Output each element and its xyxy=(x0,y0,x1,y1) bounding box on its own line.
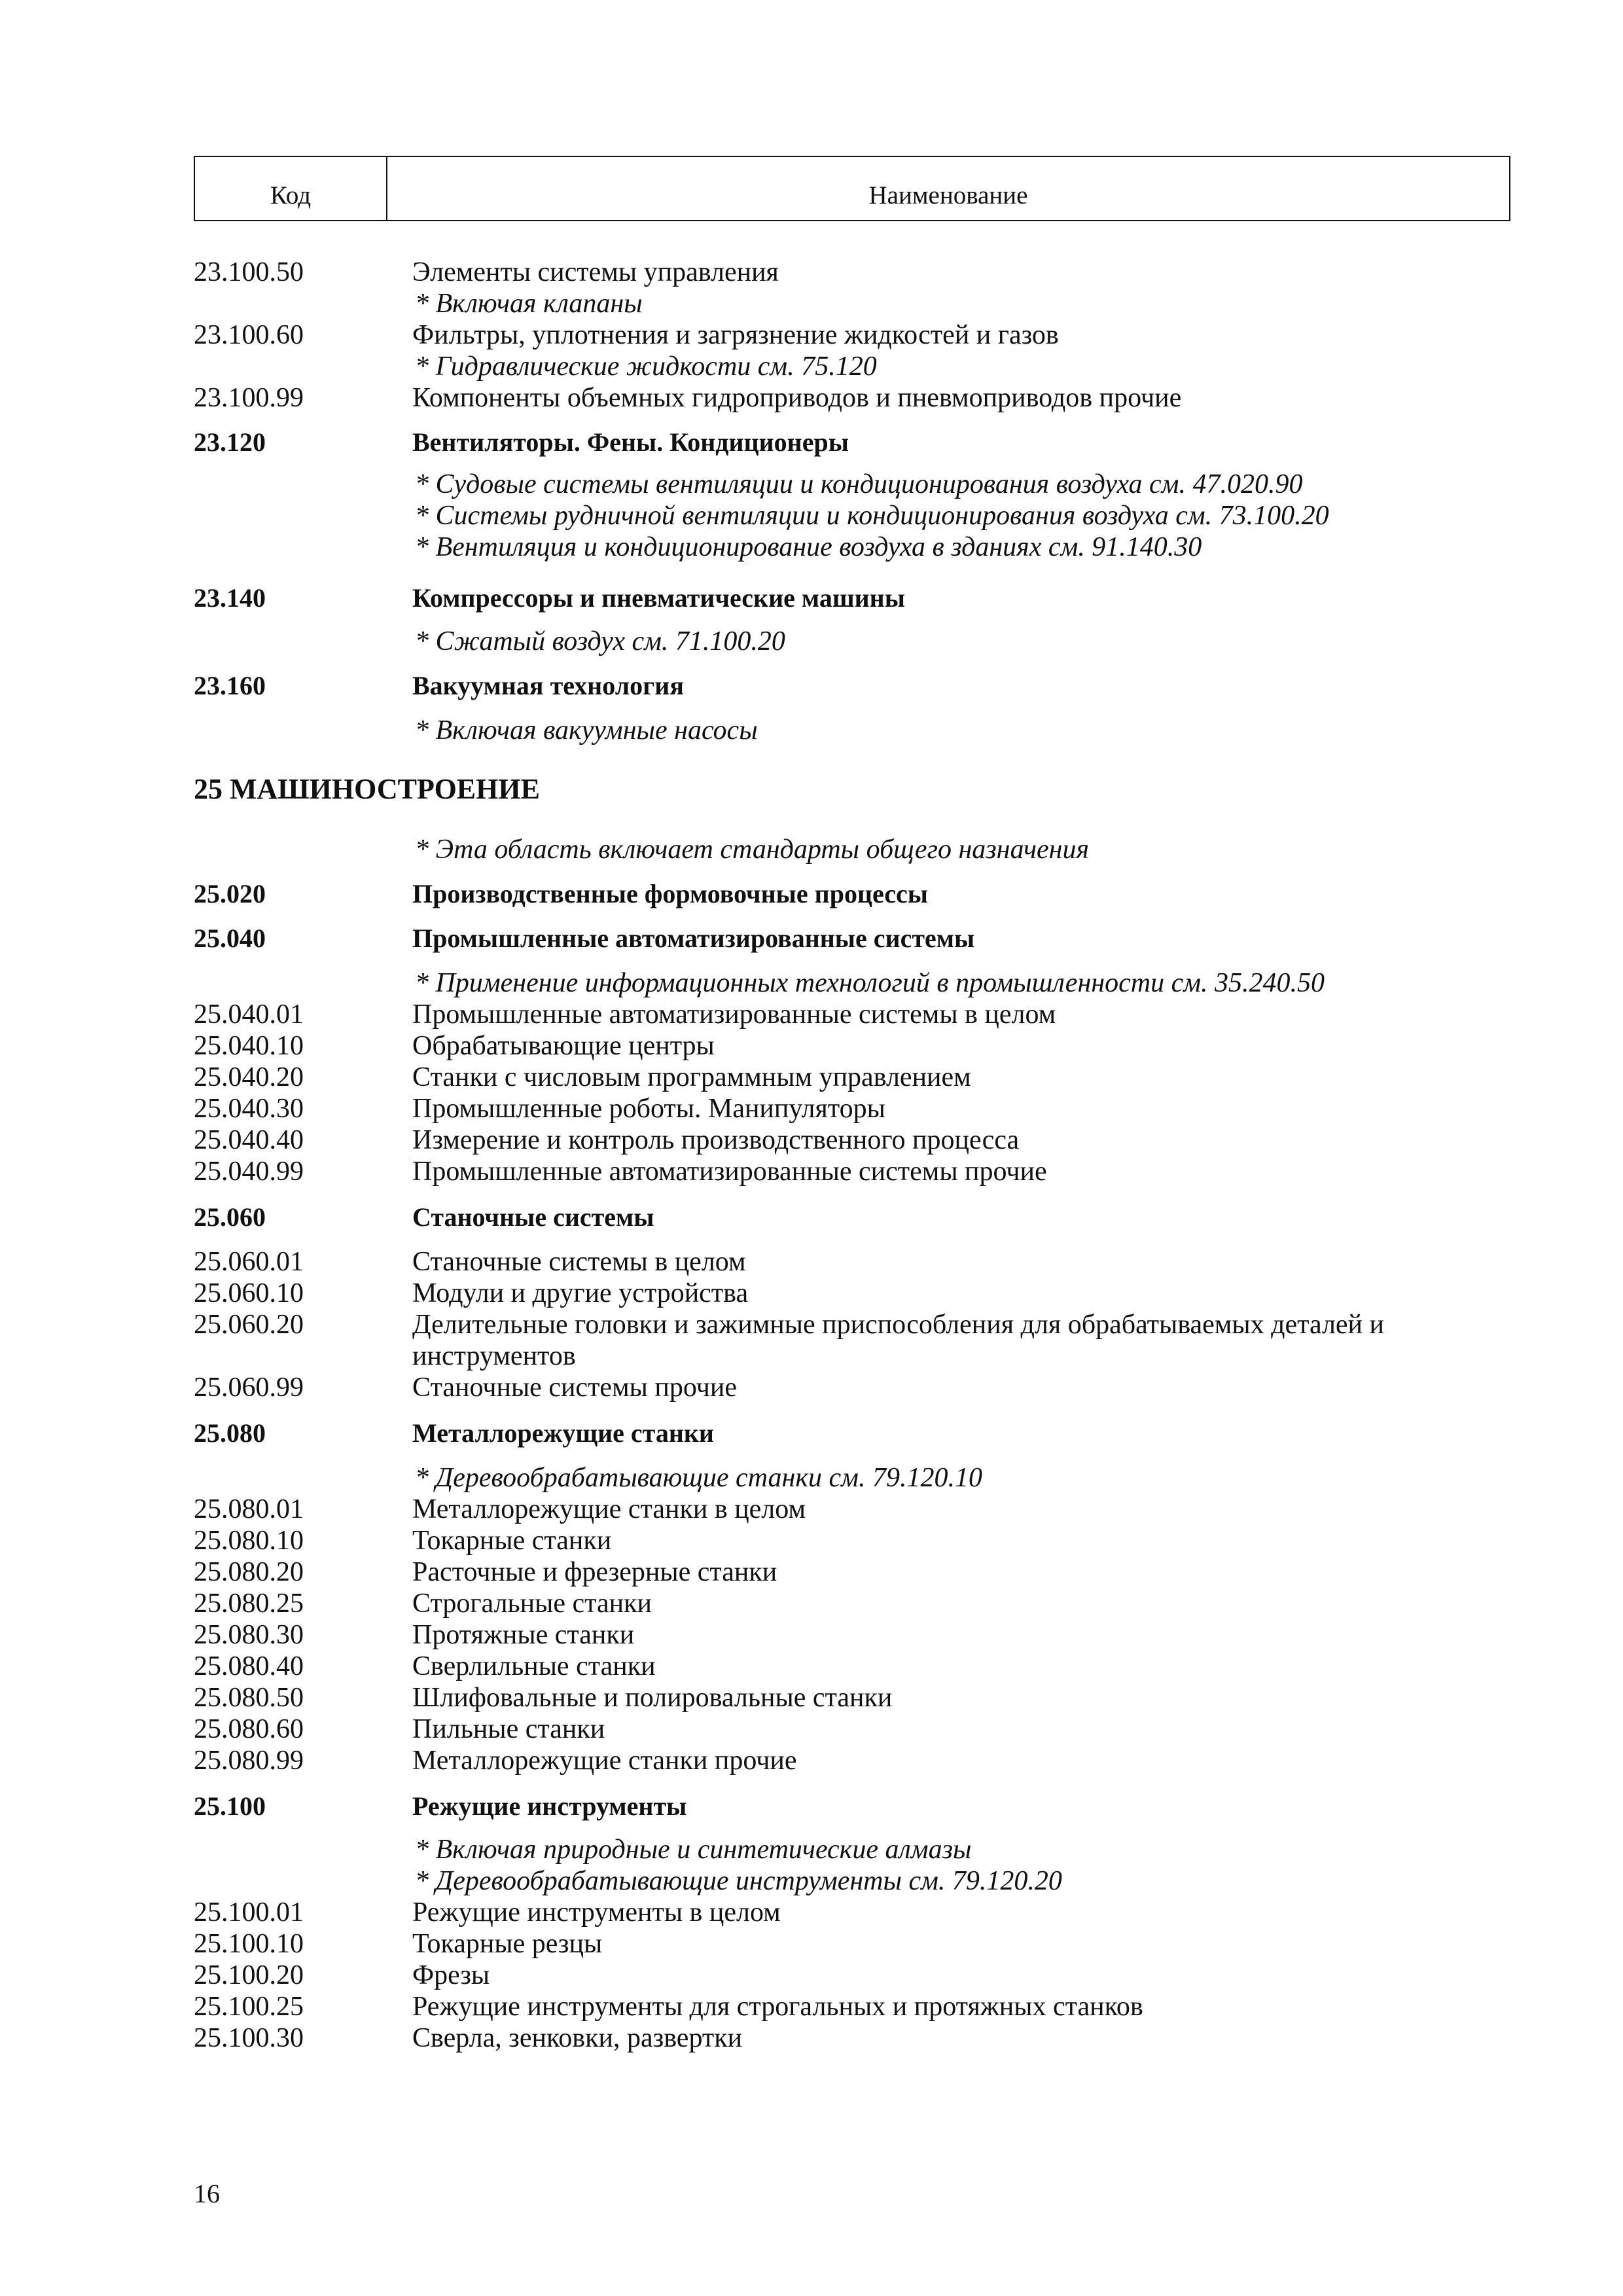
note-text: * Сжатый воздух см. 71.100.20 xyxy=(415,626,785,656)
entry-code: 25.040 xyxy=(194,924,266,953)
entry-name: Токарные резцы xyxy=(412,1929,603,1959)
entry-code: 25.100.10 xyxy=(194,1929,304,1959)
entry-row xyxy=(194,1588,1522,1619)
entry-row xyxy=(194,257,1522,288)
entry-name: Сверлильные станки xyxy=(412,1651,656,1681)
section-heading xyxy=(194,774,1522,805)
entry-name: Элементы системы управления xyxy=(412,257,779,287)
entry-row xyxy=(194,1030,1522,1062)
entry-row xyxy=(194,1156,1522,1187)
entry-name: Промышленные автоматизированные системы xyxy=(412,924,975,953)
entry-row xyxy=(194,1556,1522,1588)
header-code: Код xyxy=(195,157,387,220)
entry-name: Станочные системы прочие xyxy=(412,1372,738,1403)
entry-row xyxy=(194,2022,1522,2054)
entry-name: Обрабатывающие центры xyxy=(412,1031,715,1061)
entry-row xyxy=(194,1619,1522,1651)
note-line xyxy=(194,1865,1522,1897)
entry-name: Промышленные автоматизированные системы прочие xyxy=(412,1157,1047,1187)
note-text: * Судовые системы вентиляции и кондиционирования воздуха см. 47.020.90 xyxy=(415,469,1303,499)
entry-code: 25.060.01 xyxy=(194,1247,304,1277)
group-heading-row xyxy=(194,923,1522,954)
note-text: * Включая вакуумные насосы xyxy=(415,715,758,745)
section-title: 25 МАШИНОСТРОЕНИЕ xyxy=(194,773,540,805)
note-line xyxy=(194,288,1522,319)
entry-code: 25.040.99 xyxy=(194,1157,304,1187)
entry-code: 25.080.60 xyxy=(194,1714,304,1744)
entry-name: Пильные станки xyxy=(412,1714,605,1744)
note-line xyxy=(194,1462,1522,1494)
entry-code: 25.040.30 xyxy=(194,1094,304,1124)
entry-row xyxy=(194,1494,1522,1525)
entry-code: 25.040.01 xyxy=(194,999,304,1030)
entry-code: 25.060 xyxy=(194,1202,266,1232)
entry-code: 25.080.30 xyxy=(194,1620,304,1650)
entry-name: Вакуумная технология xyxy=(412,671,684,700)
entry-code: 23.160 xyxy=(194,671,266,700)
entry-name: Расточные и фрезерные станки xyxy=(412,1557,777,1587)
entry-code: 25.060.10 xyxy=(194,1278,304,1308)
entry-code: 25.100.01 xyxy=(194,1897,304,1928)
entry-row xyxy=(194,1093,1522,1124)
entry-code: 25.040.40 xyxy=(194,1125,304,1155)
entry-code: 23.140 xyxy=(194,583,266,613)
entry-name: Промышленные роботы. Манипуляторы xyxy=(412,1094,885,1124)
entry-code: 25.080.20 xyxy=(194,1557,304,1587)
entry-name: Металлорежущие станки прочие xyxy=(412,1746,797,1776)
entry-name: Металлорежущие станки xyxy=(412,1418,714,1448)
entry-row xyxy=(194,1246,1522,1278)
entry-name: Станки с числовым программным управлением xyxy=(412,1062,971,1092)
entry-row xyxy=(194,1960,1522,1991)
note-line xyxy=(194,626,1522,657)
entry-code: 23.100.99 xyxy=(194,383,304,413)
entry-code: 25.080.10 xyxy=(194,1526,304,1556)
note-line xyxy=(194,351,1522,382)
entry-row xyxy=(194,1340,1522,1372)
entry-row xyxy=(194,1278,1522,1309)
note-line xyxy=(194,1834,1522,1865)
entry-code: 23.120 xyxy=(194,427,266,457)
entry-name: Металлорежущие станки в целом xyxy=(412,1494,806,1524)
entry-code: 25.040.10 xyxy=(194,1031,304,1061)
entry-code: 25.080.40 xyxy=(194,1651,304,1681)
entry-name: Вентиляторы. Фены. Кондиционеры xyxy=(412,427,849,457)
entry-code: 23.100.50 xyxy=(194,257,304,287)
note-text: * Вентиляция и кондиционирование воздуха в зданиях см. 91.140.30 xyxy=(415,532,1202,562)
entry-code: 25.080 xyxy=(194,1418,266,1448)
entry-row xyxy=(194,1525,1522,1556)
group-heading-row xyxy=(194,1418,1522,1449)
entry-name: Производственные формовочные процессы xyxy=(412,879,928,908)
entry-row xyxy=(194,1713,1522,1745)
note-line xyxy=(194,500,1522,531)
entry-name: Шлифовальные и полировальные станки xyxy=(412,1683,893,1713)
entry-row xyxy=(194,1651,1522,1682)
header-name: Наименование xyxy=(868,181,1028,209)
entry-code: 25.060.99 xyxy=(194,1372,304,1403)
entry-name: Станочные системы в целом xyxy=(412,1247,746,1277)
note-text: * Эта область включает стандарты общего назначения xyxy=(415,834,1090,865)
entry-row xyxy=(194,1745,1522,1776)
entry-row xyxy=(194,1928,1522,1960)
note-text: * Деревообрабатывающие станки см. 79.120.10 xyxy=(415,1463,982,1493)
entry-code: 23.100.60 xyxy=(194,320,304,350)
entry-row xyxy=(194,319,1522,351)
note-text: * Включая клапаны xyxy=(415,289,643,319)
note-line xyxy=(194,469,1522,500)
entry-row xyxy=(194,1062,1522,1093)
entry-code: 25.100.20 xyxy=(194,1960,304,1990)
group-heading-row xyxy=(194,583,1522,614)
entry-name: Строгальные станки xyxy=(412,1588,652,1619)
entry-code: 25.100.25 xyxy=(194,1992,304,2022)
entry-name: Измерение и контроль производственного процесса xyxy=(412,1125,1020,1155)
entry-row xyxy=(194,999,1522,1030)
entry-name: Сверла, зенковки, развертки xyxy=(412,2023,743,2053)
entry-row xyxy=(194,1897,1522,1928)
entry-name: Станочные системы xyxy=(412,1202,654,1232)
note-line xyxy=(194,715,1522,746)
group-heading-row xyxy=(194,670,1522,702)
entry-code: 25.080.99 xyxy=(194,1746,304,1776)
entry-name: Режущие инструменты xyxy=(412,1791,687,1821)
entry-name: Промышленные автоматизированные системы в целом xyxy=(412,999,1056,1030)
note-text: * Применение информационных технологий в промышленности см. 35.240.50 xyxy=(415,968,1325,998)
note-text: * Деревообрабатывающие инструменты см. 79.120.20 xyxy=(415,1866,1062,1896)
entry-row xyxy=(194,1309,1522,1340)
entry-row xyxy=(194,1372,1522,1403)
entry-code: 25.040.20 xyxy=(194,1062,304,1092)
group-heading-row xyxy=(194,1791,1522,1822)
entry-name: Компоненты объемных гидроприводов и пневмоприводов прочие xyxy=(412,383,1182,413)
header-table xyxy=(194,156,1510,221)
entry-name: Компрессоры и пневматические машины xyxy=(412,583,905,613)
entry-code: 25.100.30 xyxy=(194,2023,304,2053)
entry-code: 25.060.20 xyxy=(194,1310,304,1340)
group-heading-row xyxy=(194,878,1522,910)
page-number: 16 xyxy=(194,2179,220,2208)
entry-name: Фильтры, уплотнения и загрязнение жидкостей и газов xyxy=(412,320,1059,350)
group-heading-row xyxy=(194,427,1522,458)
entry-code: 25.080.01 xyxy=(194,1494,304,1524)
note-text: * Системы рудничной вентиляции и кондиционирования воздуха см. 73.100.20 xyxy=(415,501,1329,531)
entry-code: 25.080.50 xyxy=(194,1683,304,1713)
note-text: * Включая природные и синтетические алмазы xyxy=(415,1835,972,1865)
note-text: * Гидравлические жидкости см. 75.120 xyxy=(415,351,877,382)
entry-name: Протяжные станки xyxy=(412,1620,635,1650)
entry-name: Режущие инструменты в целом xyxy=(412,1897,781,1928)
entry-row xyxy=(194,382,1522,414)
group-heading-row xyxy=(194,1202,1522,1233)
entry-code: 25.020 xyxy=(194,879,266,908)
entry-row xyxy=(194,1124,1522,1156)
entry-code: 25.100 xyxy=(194,1791,266,1821)
entry-row xyxy=(194,1991,1522,2022)
entry-code: 25.080.25 xyxy=(194,1588,304,1619)
entry-name: инструментов xyxy=(412,1341,576,1371)
entry-row xyxy=(194,1682,1522,1713)
note-line xyxy=(194,967,1522,999)
entry-name: Модули и другие устройства xyxy=(412,1278,749,1308)
entry-name: Режущие инструменты для строгальных и протяжных станков xyxy=(412,1992,1143,2022)
entry-name: Фрезы xyxy=(412,1960,490,1990)
entry-name: Делительные головки и зажимные приспособления для обрабатываемых деталей и xyxy=(412,1310,1385,1340)
entry-name: Токарные станки xyxy=(412,1526,612,1556)
note-line xyxy=(194,834,1522,865)
note-line xyxy=(194,531,1522,563)
